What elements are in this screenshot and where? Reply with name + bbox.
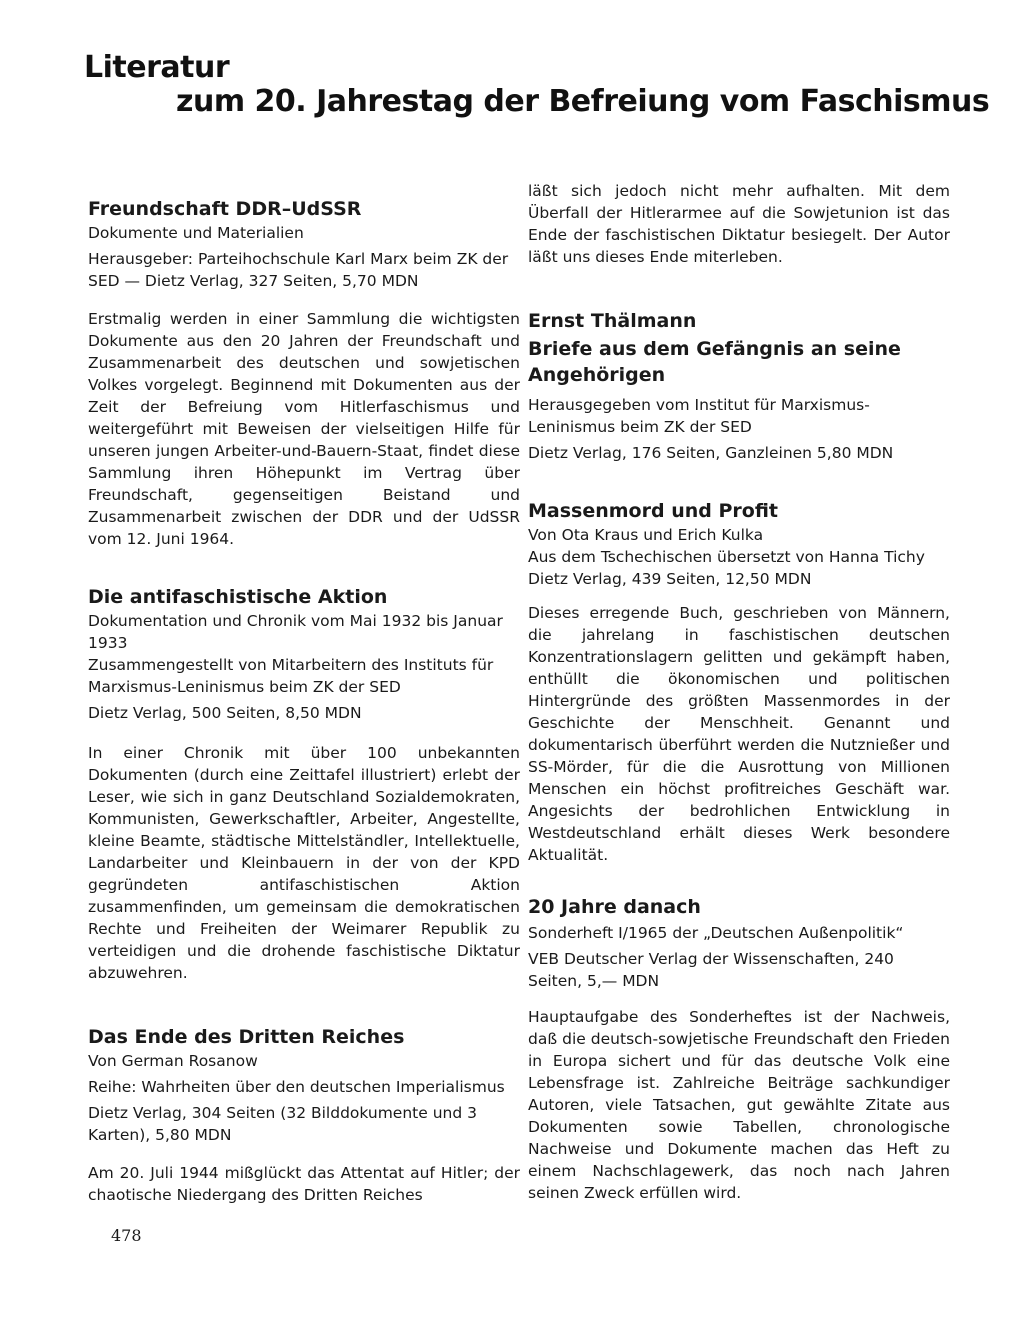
book-title: Freundschaft DDR–UdSSR	[88, 198, 362, 220]
book-entry-antifaschistische-aktion	[88, 584, 520, 984]
book-subtitle: Dokumente und Materialien	[88, 224, 304, 242]
book-entry-thaelmann-briefe	[528, 308, 950, 464]
page-number: 478	[111, 1226, 142, 1245]
book-author: Von Ota Kraus und Erich Kulka	[528, 526, 764, 544]
book-entry-20-jahre-danach	[528, 894, 950, 1204]
book-description: Am 20. Juli 1944 mißglückt das Attentat auf Hitler; der chaotische Niedergang des Dritten Reiches	[88, 1164, 520, 1204]
book-publisher: Herausgeber: Parteihochschule Karl Marx beim ZK der SED — Dietz Verlag, 327 Seiten, 5,70 MDN	[88, 250, 509, 290]
book-price: Dietz Verlag, 176 Seiten, Ganzleinen 5,80 MDN	[528, 444, 894, 462]
book-title: 20 Jahre danach	[528, 896, 701, 918]
book-description: Hauptaufgabe des Sonderheftes ist der Nachweis, daß die deutsch-sowjetische Freundschaft den Frieden in Europa sichert und für das deutsche Volk eine Lebensfrage ist. Zahlreiche Beiträge sachkundiger Autoren, viele Tatsachen, gut gewählte Zitate aus Dokumenten sowie Tabellen, chronologische Nachweise und Dokumente machen das Heft zu einem Nachschlagewerk, das noch nach Jahren seinen Zweck erfüllen wird.	[528, 1008, 950, 1202]
page-title-line-1: Literatur	[84, 50, 230, 85]
book-publisher: VEB Deutscher Verlag der Wissenschaften, 240 Seiten, 5,— MDN	[528, 950, 894, 990]
book-entry-ende-des-dritten-reiches	[88, 1024, 520, 1206]
continued-description: läßt sich jedoch nicht mehr aufhalten. Mit dem Überfall der Hitlerarmee auf die Sowjetunion ist das Ende der faschistischen Diktatur besiegelt. Der Autor läßt uns dieses Ende miterleben.	[528, 182, 950, 266]
book-author: Von German Rosanow	[88, 1052, 258, 1070]
book-title: Briefe aus dem Gefängnis an seine Angehörigen	[528, 338, 901, 386]
book-publisher: Herausgegeben vom Institut für Marxismus-Leninismus beim ZK der SED	[528, 396, 870, 436]
book-description: Erstmalig werden in einer Sammlung die wichtigsten Dokumente aus den 20 Jahren der Freundschaft und Zusammenarbeit des deutschen und sowjetischen Volkes vorgelegt. Beginnend mit Dokumenten aus der Zeit der Befreiung vom Hitlerfaschismus und weitergeführt mit Beweisen der vielseitigen Hilfe für unseren jungen Arbeiter-und-Bauern-Staat, findet diese Sammlung ihren Höhepunkt im Vertrag über Freundschaft, gegenseitigen Beistand und Zusammenarbeit zwischen der DDR und der UdSSR vom 12. Juni 1964.	[88, 310, 520, 548]
book-translator: Aus dem Tschechischen übersetzt von Hanna Tichy	[528, 548, 925, 566]
left-column	[88, 196, 520, 1206]
book-author: Ernst Thälmann	[528, 310, 697, 332]
book-editors: Zusammengestellt von Mitarbeitern des Instituts für Marxismus-Leninismus beim ZK der SED	[88, 656, 494, 696]
book-subtitle: Sonderheft I/1965 der „Deutschen Außenpolitik“	[528, 924, 904, 942]
book-series: Reihe: Wahrheiten über den deutschen Imperialismus	[88, 1078, 505, 1096]
book-entry-massenmord-und-profit	[528, 498, 950, 866]
book-publisher: Dietz Verlag, 439 Seiten, 12,50 MDN	[528, 570, 812, 588]
book-publisher: Dietz Verlag, 500 Seiten, 8,50 MDN	[88, 704, 362, 722]
book-description: In einer Chronik mit über 100 unbekannten Dokumenten (durch eine Zeittafel illustriert) erlebt der Leser, wie sich in ganz Deutschland Sozialdemokraten, Kommunisten, Gewerkschaftler, Arbeiter, Angestellte, kleine Beamte, städtische Mittelständler, Intellektuelle, Landarbeiter und Kleinbauern in der von der KPD gegründeten antifaschistischen Aktion zusammenfinden, um gemeinsam die demokratischen Rechte und Freiheiten der Weimarer Republik zu verteidigen und die drohende faschistische Diktatur abzuwehren.	[88, 744, 520, 982]
book-subtitle: Dokumentation und Chronik vom Mai 1932 bis Januar 1933	[88, 612, 503, 652]
book-entry-freundschaft	[88, 196, 520, 550]
book-title: Das Ende des Dritten Reiches	[88, 1026, 405, 1048]
book-title: Massenmord und Profit	[528, 500, 778, 522]
right-column	[528, 180, 950, 1204]
book-publisher: Dietz Verlag, 304 Seiten (32 Bilddokumente und 3 Karten), 5,80 MDN	[88, 1104, 477, 1144]
book-description: Dieses erregende Buch, geschrieben von Männern, die jahrelang in faschistischen deutschen Konzentrationslagern gelitten und gekämpft haben, enthüllt die ökonomischen und politischen Hintergründe des größten Massenmordes in der Geschichte der Menschheit. Genannt und dokumentarisch überführt werden die Nutznießer und SS-Mörder, für die die Ausrottung von Millionen Menschen ein höchst profitreiches Geschäft war. Angesichts der bedrohlichen Entwicklung in Westdeutschland erhält dieses Werk besondere Aktualität.	[528, 604, 950, 864]
book-title: Die antifaschistische Aktion	[88, 586, 388, 608]
page-title-line-2: zum 20. Jahrestag der Befreiung vom Faschismus	[176, 84, 990, 119]
